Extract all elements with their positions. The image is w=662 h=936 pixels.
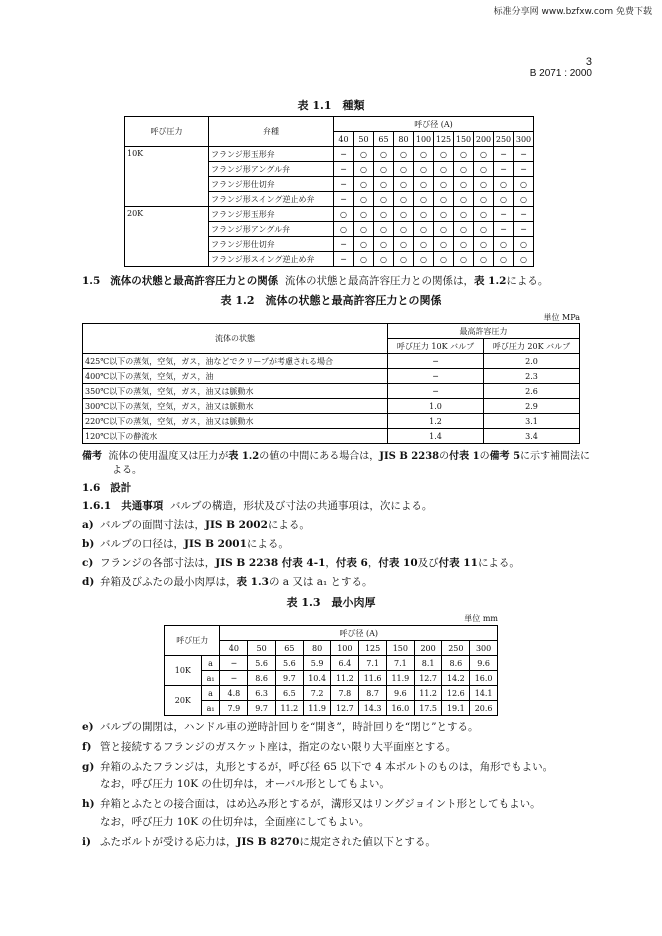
availability-cell: ○	[454, 252, 474, 267]
availability-cell: ○	[434, 222, 454, 237]
table-row	[125, 222, 534, 237]
item-ref: 付表 6	[335, 557, 368, 569]
availability-cell: ○	[474, 192, 494, 207]
availability-cell: ○	[474, 177, 494, 192]
availability-cell: ○	[374, 177, 394, 192]
state-cell: 300℃以下の蒸気，空気，ガス，油又は脈動水	[83, 399, 388, 414]
item-text: バルブの口径は，	[100, 538, 184, 550]
availability-cell: ○	[354, 252, 374, 267]
value-20k: 3.1	[484, 414, 580, 429]
header-size: 65	[275, 641, 303, 656]
pressure-cell: 10K	[125, 147, 209, 162]
availability-cell: ○	[394, 237, 414, 252]
note-text: の	[439, 451, 450, 462]
header-size: 80	[394, 132, 414, 147]
thickness-cell: 5.6	[248, 656, 276, 671]
availability-cell: ○	[414, 252, 434, 267]
note-ref: 付表 1	[449, 451, 480, 462]
item-ref: 表 1.3	[236, 576, 269, 588]
item-ref: 付表 11	[438, 557, 478, 569]
table-ref: 表 1.2	[473, 275, 507, 287]
availability-cell: ○	[354, 147, 374, 162]
section-number: 1.5	[82, 275, 101, 287]
pressure-cell	[125, 177, 209, 192]
thickness-cell: 11.2	[414, 686, 442, 701]
item-text: バルブの面間寸法は，	[100, 519, 205, 531]
availability-cell: ○	[434, 147, 454, 162]
availability-cell: ○	[374, 192, 394, 207]
availability-cell: ○	[394, 252, 414, 267]
table-row	[83, 354, 580, 369]
table-row	[125, 192, 534, 207]
availability-cell: ○	[434, 192, 454, 207]
thickness-cell: 8.6	[248, 671, 276, 686]
section-title: 共通事項	[121, 500, 164, 512]
header-size: 200	[474, 132, 494, 147]
availability-cell: ○	[414, 192, 434, 207]
availability-cell: ○	[474, 207, 494, 222]
availability-cell: ○	[434, 207, 454, 222]
item-text: ふたボルトが受ける応力は，	[100, 836, 237, 848]
availability-cell: ○	[434, 177, 454, 192]
thickness-cell: 10.4	[303, 671, 331, 686]
thickness-cell: 11.9	[386, 671, 414, 686]
symbol-cell: a	[201, 656, 220, 671]
header-state: 流体の状態	[83, 324, 388, 354]
thickness-cell: 14.2	[442, 671, 470, 686]
item-label: b)	[82, 538, 95, 550]
table-1-2-caption: 表 1.2 流体の状態と最高許容圧力との関係	[220, 294, 442, 307]
header-size: 200	[414, 641, 442, 656]
item-label: g)	[82, 761, 95, 773]
header-size: 150	[454, 132, 474, 147]
availability-cell: ─	[514, 162, 534, 177]
table-header-row	[125, 117, 534, 132]
availability-cell: ○	[474, 237, 494, 252]
availability-cell: ○	[374, 207, 394, 222]
table-row	[83, 414, 580, 429]
item-text: の a 又は a₁ とする。	[268, 576, 373, 588]
item-c	[82, 555, 520, 570]
availability-cell: ─	[514, 207, 534, 222]
header-size: 125	[359, 641, 387, 656]
symbol-cell: a	[201, 686, 220, 701]
header-valve-type: 弁種	[209, 117, 334, 147]
table-row	[125, 162, 534, 177]
header-size: 300	[470, 641, 498, 656]
pressure-cell	[125, 192, 209, 207]
availability-cell: ○	[414, 147, 434, 162]
thickness-cell: 14.1	[470, 686, 498, 701]
pressure-cell	[125, 237, 209, 252]
item-text: に規定された値以下とする。	[299, 836, 436, 848]
header-20k: 呼び圧力 20K バルブ	[484, 339, 580, 354]
item-text: フランジの各部寸法は，	[100, 557, 216, 569]
table-header-row	[165, 626, 498, 641]
thickness-cell: 5.9	[303, 656, 331, 671]
thickness-cell: 9.7	[275, 671, 303, 686]
availability-cell: ○	[514, 177, 534, 192]
header-size: 40	[334, 132, 354, 147]
thickness-cell: 8.7	[359, 686, 387, 701]
table-row	[165, 686, 498, 701]
item-label: a)	[82, 519, 94, 531]
note-label: 備考	[82, 451, 102, 462]
header-size: 150	[386, 641, 414, 656]
item-text: 弁箱とふたとの接合面は，はめ込み形とするが，溝形又はリングジョイント形としてもよい。	[100, 798, 541, 810]
state-cell: 400℃以下の蒸気，空気，ガス，油	[83, 369, 388, 384]
item-g-cont: なお，呼び圧力 10K の仕切弁は，オーバル形としてもよい。	[100, 778, 390, 790]
availability-cell: ─	[334, 147, 354, 162]
availability-cell: ○	[454, 147, 474, 162]
thickness-cell: 9.6	[470, 656, 498, 671]
header-size: 65	[374, 132, 394, 147]
valve-name: フランジ形仕切弁	[209, 177, 334, 192]
item-label: e)	[82, 721, 94, 733]
header-size: 80	[303, 641, 331, 656]
thickness-cell: 7.9	[220, 701, 248, 716]
valve-name: フランジ形アングル弁	[209, 162, 334, 177]
section-title: 設計	[110, 482, 132, 494]
item-text: による。	[477, 557, 520, 569]
value-10k: 1.0	[388, 399, 484, 414]
pressure-cell	[125, 252, 209, 267]
note-text: の	[479, 451, 490, 462]
item-text: 弁箱及びふたの最小肉厚は，	[100, 576, 237, 588]
availability-cell: ○	[514, 252, 534, 267]
table-1-1	[124, 116, 534, 267]
section-number: 1.6.1	[82, 500, 112, 512]
item-ref: 付表 10	[378, 557, 418, 569]
table-1-2-unit: 単位 MPa	[543, 313, 580, 322]
availability-cell: ○	[354, 222, 374, 237]
item-text: ，	[367, 557, 379, 569]
item-ref: JIS B 2001	[184, 538, 247, 550]
value-20k: 2.6	[484, 384, 580, 399]
item-text: による。	[267, 519, 310, 531]
value-10k: 1.2	[388, 414, 484, 429]
symbol-cell: a₁	[201, 701, 220, 716]
page-number: 3	[585, 56, 592, 68]
thickness-cell: 7.1	[386, 656, 414, 671]
availability-cell: ○	[334, 222, 354, 237]
availability-cell: ○	[454, 237, 474, 252]
thickness-cell: 7.2	[303, 686, 331, 701]
header-size: 125	[434, 132, 454, 147]
thickness-cell: 6.3	[248, 686, 276, 701]
availability-cell: ○	[414, 207, 434, 222]
table-1-3-caption: 表 1.3 最小肉厚	[286, 596, 376, 609]
availability-cell: ○	[374, 222, 394, 237]
availability-cell: ○	[434, 237, 454, 252]
item-ref: JIS B 2238 付表 4-1	[215, 557, 326, 569]
valve-name: フランジ形玉形弁	[209, 147, 334, 162]
availability-cell: ─	[494, 207, 514, 222]
valve-name: フランジ形スイング逆止め弁	[209, 192, 334, 207]
valve-name: フランジ形アングル弁	[209, 222, 334, 237]
thickness-cell: 16.0	[470, 671, 498, 686]
header-size: 50	[354, 132, 374, 147]
valve-name: フランジ形玉形弁	[209, 207, 334, 222]
section-text: バルブの構造，形状及び寸法の共通事項は，次による。	[169, 500, 433, 512]
thickness-cell: 12.7	[414, 671, 442, 686]
standard-number: B 2071 : 2000	[529, 68, 592, 79]
header-nominal-size: 呼び径 (A)	[334, 117, 534, 132]
table-row	[83, 429, 580, 444]
thickness-cell: 7.1	[359, 656, 387, 671]
header-pressure: 呼び圧力	[165, 626, 220, 656]
symbol-cell: a₁	[201, 671, 220, 686]
item-text: バルブの開閉は，ハンドル車の逆時計回りを“開き”，時計回りを“閉じ”とする。	[100, 721, 479, 733]
thickness-cell: 16.0	[386, 701, 414, 716]
availability-cell: ○	[394, 147, 414, 162]
item-text: による。	[246, 538, 289, 550]
availability-cell: ─	[494, 162, 514, 177]
table-row	[125, 207, 534, 222]
availability-cell: ○	[454, 162, 474, 177]
section-1-6	[82, 480, 131, 495]
table-1-1-caption: 表 1.1 種類	[297, 99, 365, 112]
availability-cell: ○	[354, 162, 374, 177]
section-text: 流体の状態と最高許容圧力との関係は，	[284, 275, 474, 287]
table-row	[165, 656, 498, 671]
availability-cell: ○	[354, 237, 374, 252]
item-text: ，	[325, 557, 336, 569]
pressure-cell	[125, 222, 209, 237]
section-text-tail: による。	[506, 275, 549, 287]
value-10k: ─	[388, 354, 484, 369]
availability-cell: ○	[514, 237, 534, 252]
item-label: f)	[82, 741, 92, 753]
item-h	[82, 796, 541, 811]
table-row	[83, 369, 580, 384]
header-size: 300	[514, 132, 534, 147]
thickness-cell: 4.8	[220, 686, 248, 701]
thickness-cell: 11.6	[359, 671, 387, 686]
availability-cell: ○	[394, 192, 414, 207]
availability-cell: ○	[454, 192, 474, 207]
header-pressure: 呼び圧力	[125, 117, 209, 147]
item-label: d)	[82, 576, 95, 588]
item-ref: JIS B 2002	[205, 519, 268, 531]
availability-cell: ○	[494, 252, 514, 267]
item-h-cont: なお，呼び圧力 10K の仕切弁は，全面座にしてもよい。	[100, 816, 370, 828]
value-20k: 2.0	[484, 354, 580, 369]
availability-cell: ─	[334, 192, 354, 207]
item-d	[82, 574, 373, 589]
availability-cell: ○	[514, 192, 534, 207]
availability-cell: ○	[374, 147, 394, 162]
thickness-cell: 20.6	[470, 701, 498, 716]
thickness-cell: 7.8	[331, 686, 359, 701]
section-1-5	[82, 273, 548, 288]
table-row	[125, 237, 534, 252]
table-row	[125, 177, 534, 192]
thickness-cell: 9.7	[248, 701, 276, 716]
value-20k: 2.9	[484, 399, 580, 414]
valve-name: フランジ形スイング逆止め弁	[209, 252, 334, 267]
table-row	[125, 252, 534, 267]
table-row	[125, 147, 534, 162]
pressure-cell: 20K	[165, 686, 202, 716]
item-g	[82, 759, 553, 774]
availability-cell: ○	[354, 207, 374, 222]
availability-cell: ○	[454, 222, 474, 237]
header-size: 50	[248, 641, 276, 656]
availability-cell: ─	[514, 147, 534, 162]
item-label: c)	[82, 557, 94, 569]
availability-cell: ○	[414, 177, 434, 192]
item-f	[82, 739, 456, 754]
availability-cell: ○	[454, 207, 474, 222]
table-row	[165, 671, 498, 686]
thickness-cell: 9.6	[386, 686, 414, 701]
thickness-cell: 11.9	[303, 701, 331, 716]
availability-cell: ○	[494, 177, 514, 192]
availability-cell: ○	[474, 252, 494, 267]
item-text: 弁箱のふたフランジは，丸形とするが，呼び径 65 以下で 4 本ボルトのものは，角形でもよい。	[100, 761, 554, 773]
availability-cell: ○	[354, 177, 374, 192]
availability-cell: ○	[394, 162, 414, 177]
availability-cell: ○	[414, 222, 434, 237]
state-cell: 220℃以下の蒸気，空気，ガス，油又は脈動水	[83, 414, 388, 429]
item-b	[82, 536, 289, 551]
thickness-cell: 11.2	[275, 701, 303, 716]
note-ref: 備考 5	[489, 451, 521, 462]
item-text: 管と接続するフランジのガスケット座は，指定のない限り大平面座とする。	[100, 741, 457, 753]
availability-cell: ─	[334, 177, 354, 192]
header-size: 250	[494, 132, 514, 147]
availability-cell: ─	[334, 252, 354, 267]
pressure-cell	[125, 162, 209, 177]
value-20k: 2.3	[484, 369, 580, 384]
thickness-cell: 12.6	[442, 686, 470, 701]
thickness-cell: 6.5	[275, 686, 303, 701]
thickness-cell: 6.4	[331, 656, 359, 671]
availability-cell: ○	[374, 162, 394, 177]
note-text: 流体の使用温度又は圧力が	[108, 451, 229, 462]
thickness-cell: 5.6	[275, 656, 303, 671]
section-number: 1.6	[82, 482, 101, 494]
thickness-cell: 17.5	[414, 701, 442, 716]
section-title: 流体の状態と最高許容圧力との関係	[110, 275, 279, 287]
table-row	[165, 701, 498, 716]
availability-cell: ─	[334, 162, 354, 177]
header-size: 100	[414, 132, 434, 147]
availability-cell: ○	[394, 207, 414, 222]
state-cell: 120℃以下の静流水	[83, 429, 388, 444]
availability-cell: ○	[394, 222, 414, 237]
note-text: に示す補間法に	[520, 451, 591, 462]
item-ref: JIS B 8270	[236, 836, 300, 848]
header-max-pressure: 最高許容圧力	[388, 324, 580, 339]
state-cell: 425℃以下の蒸気，空気，ガス，油などでクリープが考慮される場合	[83, 354, 388, 369]
value-10k: ─	[388, 369, 484, 384]
pressure-cell: 20K	[125, 207, 209, 222]
availability-cell: ○	[414, 237, 434, 252]
section-1-6-1	[82, 498, 432, 513]
availability-cell: ○	[434, 162, 454, 177]
availability-cell: ○	[354, 192, 374, 207]
item-label: i)	[82, 836, 91, 848]
item-a	[82, 517, 310, 532]
note-line2: よる。	[112, 465, 142, 476]
availability-cell: ○	[454, 177, 474, 192]
item-text: 及び	[417, 557, 439, 569]
availability-cell: ○	[434, 252, 454, 267]
availability-cell: ○	[474, 162, 494, 177]
thickness-cell: 19.1	[442, 701, 470, 716]
thickness-cell: 8.1	[414, 656, 442, 671]
thickness-cell: 14.3	[359, 701, 387, 716]
valve-name: フランジ形仕切弁	[209, 237, 334, 252]
thickness-cell: 8.6	[442, 656, 470, 671]
table-1-3-unit: 単位 mm	[464, 614, 498, 623]
note	[82, 447, 590, 462]
availability-cell: ○	[374, 237, 394, 252]
header-10k: 呼び圧力 10K バルブ	[388, 339, 484, 354]
pressure-cell: 10K	[165, 656, 202, 686]
item-e	[82, 719, 478, 734]
table-row	[83, 399, 580, 414]
availability-cell: ○	[494, 192, 514, 207]
state-cell: 350℃以下の蒸気，空気，ガス，油又は脈動水	[83, 384, 388, 399]
header-size: 40	[220, 641, 248, 656]
site-watermark: 标准分享网 www.bzfxw.com 免费下载	[493, 7, 652, 17]
table-header-row	[83, 324, 580, 339]
availability-cell: ○	[394, 177, 414, 192]
table-1-2	[82, 323, 580, 444]
availability-cell: ─	[514, 222, 534, 237]
header-nominal-size: 呼び径 (A)	[220, 626, 498, 641]
value-10k: 1.4	[388, 429, 484, 444]
item-i	[82, 834, 436, 849]
thickness-cell: 11.2	[331, 671, 359, 686]
thickness-cell: ─	[220, 671, 248, 686]
note-ref: JIS B 2238	[379, 451, 440, 462]
value-20k: 3.4	[484, 429, 580, 444]
availability-cell: ○	[494, 237, 514, 252]
availability-cell: ○	[474, 147, 494, 162]
availability-cell: ─	[334, 237, 354, 252]
item-label: h)	[82, 798, 95, 810]
availability-cell: ○	[374, 252, 394, 267]
header-size: 250	[442, 641, 470, 656]
note-ref: 表 1.2	[228, 451, 260, 462]
header-size: 100	[331, 641, 359, 656]
availability-cell: ─	[494, 147, 514, 162]
value-10k: ─	[388, 384, 484, 399]
availability-cell: ○	[334, 207, 354, 222]
availability-cell: ○	[474, 222, 494, 237]
availability-cell: ○	[414, 162, 434, 177]
table-row	[83, 384, 580, 399]
thickness-cell: ─	[220, 656, 248, 671]
availability-cell: ─	[494, 222, 514, 237]
table-1-3	[164, 625, 498, 716]
thickness-cell: 12.7	[331, 701, 359, 716]
note-text: の値の中間にある場合は，	[259, 451, 380, 462]
